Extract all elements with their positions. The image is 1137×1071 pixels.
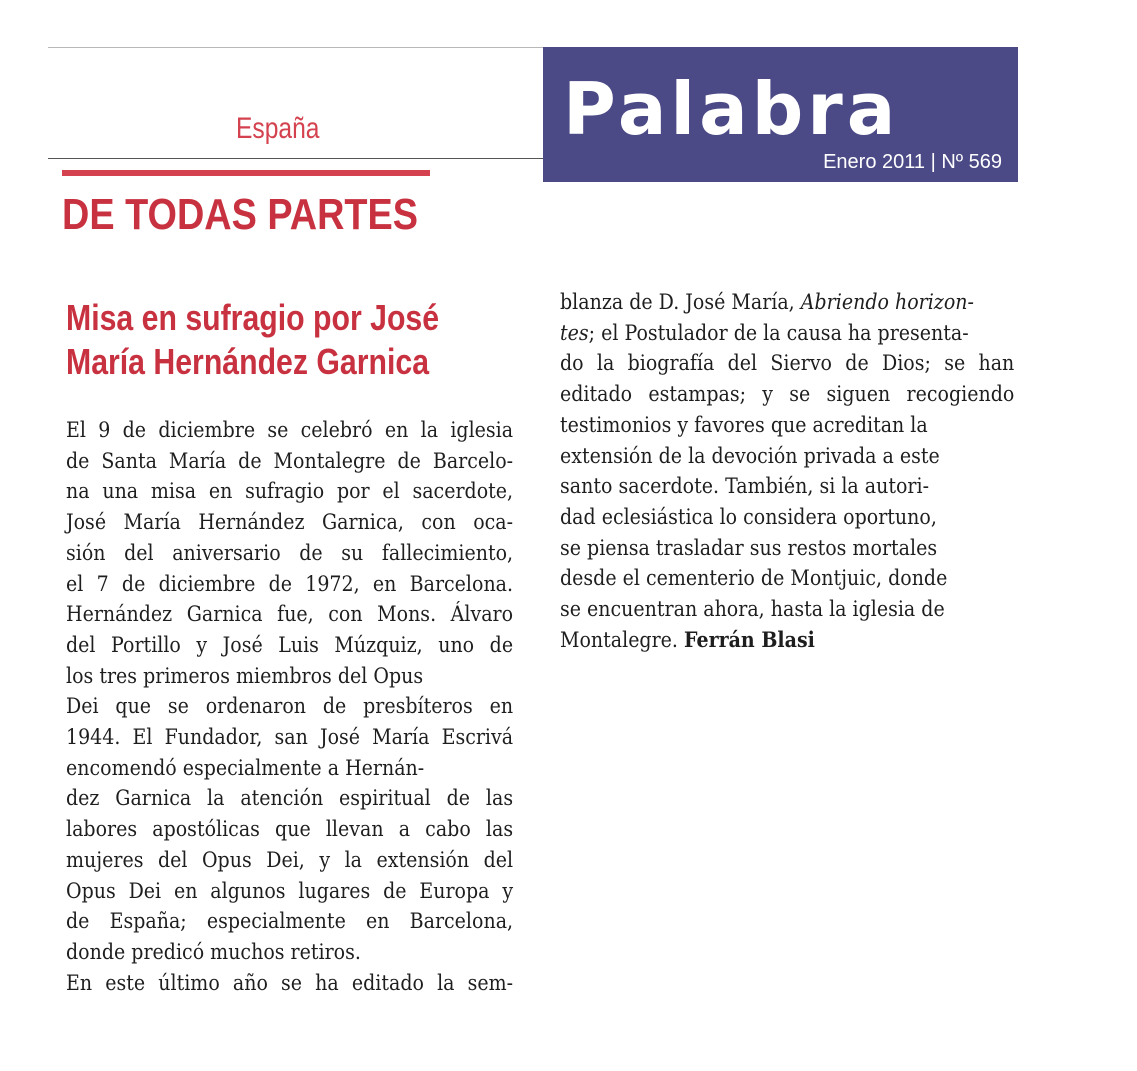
body-line: dad eclesiástica lo considera oportuno, [560,504,937,529]
body-line: sión del aniversario de su fallecimiento, [66,540,514,565]
body-line [560,287,1014,318]
body-line: editado estampas; y se siguen recogiendo [560,382,1015,407]
magazine-logo: Palabra [563,67,900,151]
author-byline: Ferrán Blasi [684,626,815,652]
body-line: Opus Dei en algunos lugares de Europa y [66,878,514,903]
body-line: encomendó especialmente a Hernán- [66,755,425,780]
body-line: Dei que se ordenaron de presbíteros en [66,694,514,719]
book-title-end: tes [560,320,589,345]
body-line: José María Hernández Garnica, con oca- [66,510,514,535]
body-line: se encuentran ahora, hasta la iglesia de [560,597,945,622]
body-line: desde el cementerio de Montjuic, donde [560,566,948,591]
body-line: mujeres del Opus Dei, y la extensión del [66,847,514,872]
body-line: santo sacerdote. También, si la autori- [560,474,930,499]
article-column-right [560,287,1014,655]
body-line: donde predicó muchos retiros. [66,939,361,964]
body-line [560,318,1014,349]
body-line: el 7 de diciembre de 1972, en Barcelona. [66,571,514,596]
headline-line-1: Misa en sufragio por José [66,297,440,338]
body-line: los tres primeros miembros del Opus [66,663,424,688]
article-headline [66,296,486,384]
body-text: Montalegre. [560,627,685,652]
body-line: dez Garnica la atención espiritual de las [66,786,514,811]
headline-line-2: María Hernández Garnica [66,341,430,382]
body-line: extensión de la devoción privada a este [560,443,940,468]
body-line: 1944. El Fundador, san José María Escrivá [66,725,514,750]
body-line: de Santa María de Montalegre de Barcelo- [66,448,514,473]
body-text: blanza de D. José María, [560,290,801,314]
article-column-left [66,415,513,998]
masthead [543,47,1018,182]
body-line: do la biografía del Siervo de Dios; se han [560,351,1015,376]
body-line: se piensa trasladar sus restos mortales [560,535,938,560]
body-line: del Portillo y José Luis Múzquiz, uno de [66,632,514,657]
section-label: España [236,112,320,145]
body-line: na una misa en sufragio por el sacerdote, [66,479,514,504]
section-kicker: DE TODAS PARTES [62,190,419,239]
top-rule [48,47,543,48]
body-line: labores apostólicas que llevan a cabo las [66,817,514,842]
body-line: En este último año se ha editado la sem- [66,970,514,995]
body-line: testimonios y favores que acreditan la [560,412,928,437]
body-line: Hernández Garnica fue, con Mons. Álvaro [66,602,514,627]
accent-bar [62,170,430,176]
issue-info: Enero 2011 | Nº 569 [823,151,1002,173]
body-line: El 9 de diciembre se celebró en la iglesia [66,418,514,442]
body-text: ; el Postulador de la causa ha presenta- [588,320,969,345]
book-title: Abriendo horizon- [800,290,974,314]
body-line [560,625,1014,656]
section-rule [48,158,543,159]
body-line: de España; especialmente en Barcelona, [66,909,514,934]
